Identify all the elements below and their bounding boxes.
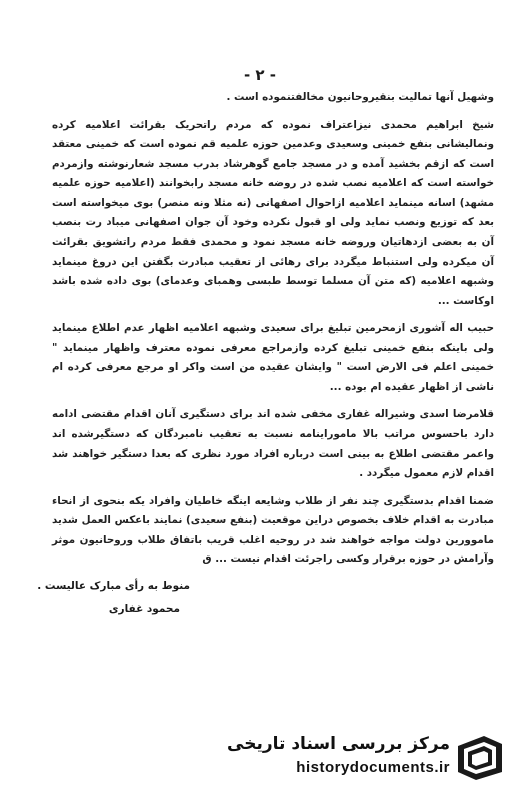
paragraph-2: شیخ ابراهیم محمدی نیزاعتراف نموده که مردم راتحریک بقرائت اعلامیه کرده ونماليشانی بنفع خمینی وسعیدی وعدمین حوزه علمیه قم نموده است که خمینی معتقد است که ازقم بخشید آمده و در مسجد جامع گوهرشاد بدرب مسجد شعارنوشته وازمردم خواسته است که اعلامیه نصب شده در روضه خانه مسجد رابخوانند (اعلامیه حوزه علمیه مشهد) اسانه مینماید اعلامیه ازاحوال اصفهانی (نه مثلا ونه منصر) بوی میخواسته است بعد که توزیع ونصب نماید ولی او قبول نکرده وخود آن جوان اصفهانی میباد رت بنصب آن به بعضی ازدهاتیان وروضه خانه مسجد نمود و محمدی فقط مردم راتشویق بقرائت آن میکرده ولی استنباط میگردد برای رهائی از تعقیب مبادرت بگفتن این دروغ مینماید وشبهه اعلامیه (که متن آن مسلما توسط طبسی وهمبای وعدمای) بوی داده شده باشد اوکاست ... [52,118,494,307]
watermark-title: مرکز بررسی اسناد تاریخی [227,734,450,754]
paragraph-1: وشهیل آنها تمالیت بنقیروحانیون مخالفتنموده است . [226,91,494,103]
paragraph-3: حبیب اله آشوری ازمحرمین تبلیغ برای سعیدی وشبهه اعلامیه اظهار عدم اطلاع مینماید ولی باینکه بنفع خمینی تبلیغ کرده وازمراجع معرفی نموده معترف واظهار مینماید " خمینی اعلم فی الارض است " وایشان عقیده من است واکر او مرجع معرفی کرده ام ناشی از اظهار عقیده ام بوده ... [52,322,494,393]
paragraph-5: ضمنا اقدام بدستگیری چند نفر از طلاب وشایعه اینگه خاطیان وافراد یکه بنحوی از انحاء مبادرت به اقدام خلاف بخصوص دراین موقعیت (بنفع سعیدی) نمایند باعکس العمل شدید ماموورین دولت مواجه خواهند شد در روحیه اغلب قریب باتفاق طلاب وروحانیون موثر وآرامش در حوزه برقرار وکسی راجرئت اقدام نیست ... ق [52,494,494,566]
closing-block [37,575,190,621]
paragraph-4: قلامرضا اسدی وشیراله غفاری مخفی شده اند برای دستگیری آنان اقدام مقتضی ادامه دارد باحسوس مراتب بالا ماموراینامه نسبت به تعقیب نامبردگان که دستگیرشده اند واعمر مقتضی اطلاع به بینی است درباره افراد مورد نظری که بعدا دستگیر خواهند شد اقدام لازم معمول میگردد . [52,408,494,480]
page-number: - ۲ - [243,66,277,84]
watermark [227,732,508,782]
signature-name: محمود غفاری [108,603,180,616]
document-archive-logo-icon [454,732,508,782]
document-body [52,88,494,572]
closing-line: منوط به رأی مبارک عالیست . [37,580,190,592]
watermark-url: historydocuments.ir [296,759,450,776]
